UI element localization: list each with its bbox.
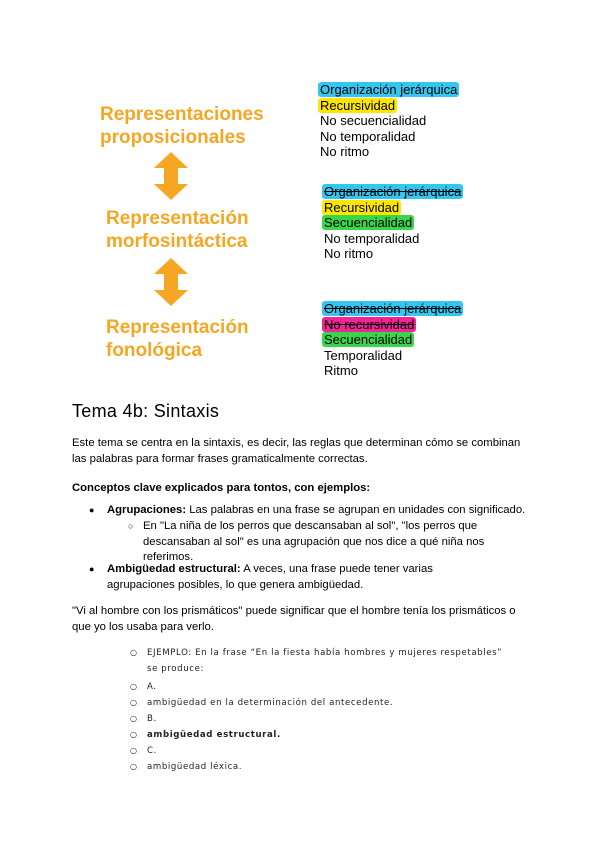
bullet-agrupaciones [89,503,527,519]
property-item: No secuencialidad [320,113,427,129]
level-propositional [100,103,264,149]
example-item [130,727,281,743]
concepts-heading: Conceptos clave explicados para tontos, con ejemplos: [72,482,371,494]
bullet-term: Agrupaciones: [107,504,187,516]
property-item: No ritmo [320,144,370,160]
property-item: Organización jerárquica [324,301,462,316]
example-text: ambigüedad en la determinación del antecedente. [147,698,394,708]
property-list-propositional [320,82,459,160]
circle-bullet-icon: ○ [128,521,134,531]
example-text: EJEMPLO: En la frase “En la fiesta había hombres y mujeres respetables” se produce: [147,648,503,674]
double-arrow-icon [152,258,190,306]
bullet-text: A veces, una frase puede tener varias agrupaciones posibles, lo que genera ambigüedad. [107,563,433,591]
property-list-morphosyntactic [324,184,463,262]
property-item: No recursividad [324,316,415,332]
example-item [130,743,157,759]
bullet-term: Ambigüedad estructural: [107,563,241,575]
circle-bullet-icon: ○ [130,682,138,691]
property-item: Recursividad [324,199,400,215]
property-item: Secuencialidad [324,215,413,231]
page-title: Tema 4b: Sintaxis [72,401,220,421]
bullet-dot-icon: ● [89,564,95,574]
bullet-dot-icon: ● [89,505,95,515]
circle-bullet-icon: ○ [130,746,138,755]
property-list-phonological [324,301,463,379]
property-item: Recursividad [320,97,396,113]
double-arrow-icon [152,152,190,200]
level-line: Representación [106,317,249,338]
level-line: Representación [106,208,249,229]
property-item: Ritmo [324,363,358,379]
level-line: fonológica [106,340,203,361]
intro-paragraph: Este tema se centra en la sintaxis, es decir, las reglas que determinan cómo se combinan las palabras para formar frases gramaticalmente correctas. [72,437,521,465]
example-item [130,679,157,695]
example-text: ambigüedad léxica. [147,762,243,772]
bullet-ambiguedad [89,562,502,593]
example-text: A. [147,682,157,692]
example-text: C. [147,746,157,756]
circle-bullet-icon: ○ [130,714,138,723]
level-line: proposicionales [100,127,246,148]
property-item: Secuencialidad [324,332,413,348]
level-phonological [106,316,249,362]
level-morphosyntactic [106,207,249,253]
bullet-text: Las palabras en una frase se agrupan en unidades con significado. [186,504,526,516]
level-line: Representaciones [100,104,264,125]
circle-bullet-icon: ○ [130,730,138,739]
sub-example [128,519,508,566]
example-item [130,711,157,727]
example-text: B. [147,714,157,724]
circle-bullet-icon: ○ [130,698,138,707]
circle-bullet-icon: ○ [130,648,138,657]
quote-paragraph: "Vi al hombre con los prismáticos" puede significar que el hombre tenía los prismáticos o que yo los usaba para verlo. [72,605,516,633]
property-item: No ritmo [324,246,374,262]
example-text: ambigüedad estructural. [147,730,281,740]
property-item: Organización jerárquica [324,184,462,199]
sub-example-text: En "La niña de los perros que descansaban al sol", "los perros que descansaban al sol" es una agrupación que nos dice a qué niña nos referimos. [143,520,485,563]
level-line: morfosintáctica [106,231,248,252]
property-item: No temporalidad [320,128,416,144]
property-item: Temporalidad [324,347,403,363]
example-item [130,695,394,711]
property-item: No temporalidad [324,230,420,246]
example-item [130,759,243,775]
property-item: Organización jerárquica [320,82,458,97]
example-item [130,645,512,677]
circle-bullet-icon: ○ [130,762,138,771]
